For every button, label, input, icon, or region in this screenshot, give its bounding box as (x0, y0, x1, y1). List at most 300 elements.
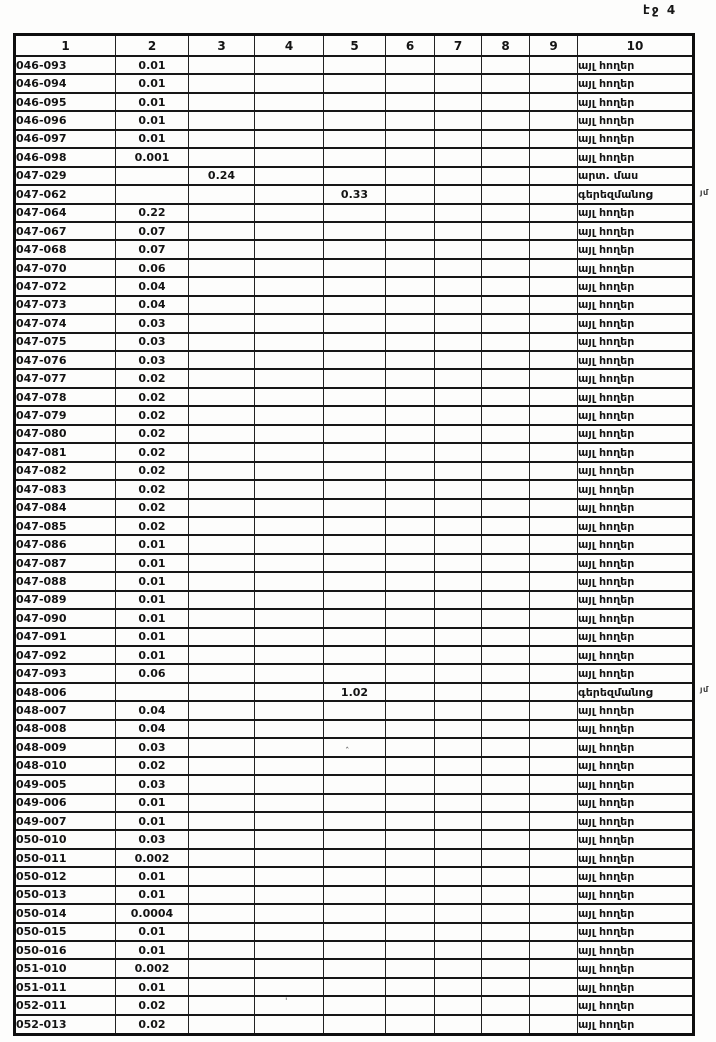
cell-empty (482, 591, 530, 609)
cell-empty (530, 886, 578, 904)
cell-empty (324, 720, 386, 738)
cell-empty (189, 941, 255, 959)
cell-empty (435, 388, 482, 406)
cell-empty (255, 812, 324, 830)
cell-empty (386, 204, 435, 222)
cell-empty (255, 1015, 324, 1035)
cell-land-type: արտ. մաս (578, 167, 694, 185)
cell-empty (189, 480, 255, 498)
cell-empty (530, 554, 578, 572)
table-row (15, 130, 694, 148)
cell-parcel-code: 047-073 (15, 296, 116, 314)
cell-empty (435, 628, 482, 646)
cell-parcel-code: 047-068 (15, 240, 116, 258)
cell-value: 0.01 (116, 554, 189, 572)
table-row (15, 720, 694, 738)
cell-parcel-code: 047-078 (15, 388, 116, 406)
cell-empty (324, 609, 386, 627)
cell-empty (255, 849, 324, 867)
cell-empty (255, 535, 324, 553)
cell-empty (189, 923, 255, 941)
cell-empty (189, 720, 255, 738)
cell-empty (255, 830, 324, 848)
cell-parcel-code: 051-010 (15, 959, 116, 977)
cell-empty (189, 240, 255, 258)
cell-empty (386, 849, 435, 867)
cell-empty (435, 830, 482, 848)
cell-value: 0.01 (116, 886, 189, 904)
cell-value: 1.02 (324, 683, 386, 701)
cell-land-type: այլ հողեր (578, 111, 694, 129)
cell-empty (386, 609, 435, 627)
cell-empty (255, 775, 324, 793)
cell-land-type: այլ հողեր (578, 443, 694, 461)
cell-empty (324, 628, 386, 646)
cell-empty (435, 886, 482, 904)
cell-empty (482, 628, 530, 646)
cell-parcel-code: 050-013 (15, 886, 116, 904)
cell-empty (482, 849, 530, 867)
cell-empty (435, 535, 482, 553)
cell-empty (324, 701, 386, 719)
table-row (15, 849, 694, 867)
table-row (15, 572, 694, 590)
cell-empty (530, 148, 578, 166)
cell-parcel-code: 047-076 (15, 351, 116, 369)
cell-empty (189, 277, 255, 295)
cell-value: 0.22 (116, 204, 189, 222)
cell-empty (386, 111, 435, 129)
cell-land-type: այլ հողեր (578, 240, 694, 258)
data-table (13, 33, 695, 1036)
cell-value: 0.07 (116, 240, 189, 258)
cell-empty (530, 959, 578, 977)
cell-parcel-code: 048-006 (15, 683, 116, 701)
cell-land-type: այլ հողեր (578, 701, 694, 719)
cell-empty (435, 646, 482, 664)
cell-empty (530, 664, 578, 682)
cell-value: 0.03 (116, 351, 189, 369)
cell-empty (530, 572, 578, 590)
cell-value: 0.01 (116, 572, 189, 590)
cell-empty (482, 720, 530, 738)
cell-empty (255, 517, 324, 535)
cell-empty (482, 296, 530, 314)
cell-empty (386, 296, 435, 314)
table-row (15, 701, 694, 719)
cell-parcel-code: 047-070 (15, 259, 116, 277)
scan-artifact: ˆ (345, 747, 350, 757)
table-row (15, 314, 694, 332)
cell-empty (189, 333, 255, 351)
cell-land-type: այլ հողեր (578, 204, 694, 222)
table-row (15, 333, 694, 351)
cell-parcel-code: 047-085 (15, 517, 116, 535)
cell-empty (435, 204, 482, 222)
cell-empty (189, 499, 255, 517)
cell-empty (324, 738, 386, 756)
cell-empty (324, 904, 386, 922)
header-cell: 7 (435, 35, 482, 57)
cell-empty (255, 277, 324, 295)
cell-empty (435, 93, 482, 111)
cell-empty (255, 296, 324, 314)
cell-empty (386, 167, 435, 185)
cell-empty (482, 535, 530, 553)
cell-empty (530, 794, 578, 812)
cell-empty (482, 683, 530, 701)
cell-empty (324, 314, 386, 332)
cell-empty (324, 406, 386, 424)
cell-empty (386, 628, 435, 646)
cell-parcel-code: 048-010 (15, 757, 116, 775)
cell-parcel-code: 047-089 (15, 591, 116, 609)
cell-empty (386, 904, 435, 922)
cell-empty (255, 591, 324, 609)
table-row (15, 683, 694, 701)
cell-land-type: այլ հողեր (578, 775, 694, 793)
cell-empty (482, 148, 530, 166)
table-row (15, 222, 694, 240)
cell-land-type: այլ հողեր (578, 333, 694, 351)
cell-empty (189, 738, 255, 756)
cell-empty (435, 296, 482, 314)
cell-empty (324, 369, 386, 387)
cell-empty (386, 738, 435, 756)
cell-empty (530, 204, 578, 222)
cell-empty (189, 369, 255, 387)
cell-empty (435, 425, 482, 443)
cell-empty (324, 259, 386, 277)
cell-empty (189, 701, 255, 719)
cell-value: 0.02 (116, 443, 189, 461)
cell-land-type: այլ հողեր (578, 93, 694, 111)
header-cell: 1 (15, 35, 116, 57)
cell-empty (386, 794, 435, 812)
cell-empty (530, 314, 578, 332)
cell-empty (324, 296, 386, 314)
cell-empty (530, 222, 578, 240)
cell-value: 0.02 (116, 517, 189, 535)
cell-empty (255, 204, 324, 222)
cell-parcel-code: 047-091 (15, 628, 116, 646)
cell-empty (482, 923, 530, 941)
cell-empty (435, 738, 482, 756)
cell-empty (255, 923, 324, 941)
cell-empty (255, 185, 324, 203)
cell-parcel-code: 047-074 (15, 314, 116, 332)
cell-parcel-code: 047-092 (15, 646, 116, 664)
cell-empty (482, 351, 530, 369)
cell-land-type: այլ հողեր (578, 425, 694, 443)
cell-empty (482, 904, 530, 922)
cell-empty (189, 535, 255, 553)
cell-empty (386, 646, 435, 664)
cell-empty (189, 996, 255, 1014)
cell-empty (324, 277, 386, 295)
cell-empty (255, 167, 324, 185)
cell-empty (324, 996, 386, 1014)
cell-empty (255, 499, 324, 517)
cell-empty (482, 111, 530, 129)
cell-empty (324, 535, 386, 553)
cell-empty (435, 351, 482, 369)
table-row (15, 959, 694, 977)
cell-value: 0.01 (116, 56, 189, 74)
cell-parcel-code: 046-093 (15, 56, 116, 74)
table-row (15, 904, 694, 922)
cell-land-type: այլ հողեր (578, 554, 694, 572)
table-row (15, 978, 694, 996)
cell-empty (482, 554, 530, 572)
cell-empty (482, 646, 530, 664)
cell-value: 0.03 (116, 738, 189, 756)
cell-value: 0.24 (189, 167, 255, 185)
cell-empty (386, 130, 435, 148)
cell-empty (255, 425, 324, 443)
cell-empty (482, 886, 530, 904)
table-row (15, 204, 694, 222)
cell-land-type: այլ հողեր (578, 388, 694, 406)
cell-empty (435, 996, 482, 1014)
table-row (15, 738, 694, 756)
cell-empty (482, 443, 530, 461)
cell-empty (386, 93, 435, 111)
cell-empty (435, 406, 482, 424)
cell-parcel-code: 049-006 (15, 794, 116, 812)
cell-land-type: այլ հողեր (578, 849, 694, 867)
cell-land-type: այլ հողեր (578, 499, 694, 517)
cell-empty (435, 904, 482, 922)
cell-empty (189, 812, 255, 830)
cell-empty (530, 259, 578, 277)
cell-empty (189, 425, 255, 443)
cell-empty (482, 959, 530, 977)
cell-value: 0.02 (116, 462, 189, 480)
cell-parcel-code: 050-014 (15, 904, 116, 922)
cell-empty (530, 388, 578, 406)
table-row (15, 462, 694, 480)
cell-land-type: այլ հողեր (578, 757, 694, 775)
cell-empty (482, 664, 530, 682)
cell-empty (530, 812, 578, 830)
cell-empty (386, 923, 435, 941)
page-number-label: էջ 4 (643, 3, 678, 17)
cell-empty (324, 572, 386, 590)
cell-empty (324, 240, 386, 258)
table-row (15, 167, 694, 185)
cell-empty (530, 646, 578, 664)
table-row (15, 996, 694, 1014)
cell-empty (189, 646, 255, 664)
cell-empty (386, 683, 435, 701)
cell-empty (255, 941, 324, 959)
cell-empty (435, 517, 482, 535)
cell-value: 0.01 (116, 130, 189, 148)
cell-parcel-code: 048-008 (15, 720, 116, 738)
cell-empty (530, 425, 578, 443)
cell-empty (255, 222, 324, 240)
cell-empty (435, 277, 482, 295)
cell-parcel-code: 046-096 (15, 111, 116, 129)
cell-empty (386, 517, 435, 535)
cell-empty (435, 664, 482, 682)
cell-value: 0.01 (116, 591, 189, 609)
cell-empty (324, 204, 386, 222)
cell-empty (386, 333, 435, 351)
cell-empty (386, 664, 435, 682)
cell-empty (189, 222, 255, 240)
cell-value: 0.01 (116, 923, 189, 941)
cell-parcel-code: 047-088 (15, 572, 116, 590)
cell-value: 0.01 (116, 978, 189, 996)
cell-land-type: այլ հողեր (578, 591, 694, 609)
cell-land-type: այլ հողեր (578, 148, 694, 166)
cell-empty (386, 886, 435, 904)
cell-empty (435, 443, 482, 461)
cell-empty (435, 609, 482, 627)
cell-parcel-code: 047-067 (15, 222, 116, 240)
cell-empty (324, 867, 386, 885)
cell-empty (324, 148, 386, 166)
cell-empty (386, 56, 435, 74)
cell-empty (255, 646, 324, 664)
cell-empty (482, 462, 530, 480)
cell-parcel-code: 047-084 (15, 499, 116, 517)
cell-land-type: այլ հողեր (578, 628, 694, 646)
cell-value: 0.01 (116, 794, 189, 812)
cell-empty (116, 167, 189, 185)
cell-empty (324, 333, 386, 351)
cell-empty (530, 941, 578, 959)
table-row (15, 812, 694, 830)
cell-empty (189, 794, 255, 812)
cell-empty (324, 222, 386, 240)
cell-empty (482, 794, 530, 812)
cell-empty (324, 167, 386, 185)
cell-land-type: այլ հողեր (578, 996, 694, 1014)
cell-land-type: այլ հողեր (578, 480, 694, 498)
cell-empty (324, 517, 386, 535)
cell-empty (386, 978, 435, 996)
cell-land-type: այլ հողեր (578, 959, 694, 977)
cell-empty (255, 664, 324, 682)
cell-empty (324, 794, 386, 812)
cell-empty (255, 904, 324, 922)
cell-parcel-code: 047-082 (15, 462, 116, 480)
cell-empty (386, 185, 435, 203)
cell-empty (435, 775, 482, 793)
table-row (15, 628, 694, 646)
table-row (15, 296, 694, 314)
cell-parcel-code: 047-029 (15, 167, 116, 185)
table-row (15, 664, 694, 682)
cell-land-type: այլ հողեր (578, 646, 694, 664)
cell-land-type: գերեզմանոց (578, 683, 694, 701)
header-cell: 8 (482, 35, 530, 57)
cell-empty (255, 56, 324, 74)
cell-empty (324, 812, 386, 830)
cell-value: 0.04 (116, 277, 189, 295)
cell-value: 0.01 (116, 609, 189, 627)
cell-value: 0.33 (324, 185, 386, 203)
cell-empty (116, 185, 189, 203)
cell-empty (255, 462, 324, 480)
cell-empty (482, 996, 530, 1014)
cell-empty (386, 572, 435, 590)
cell-empty (482, 56, 530, 74)
table-row (15, 259, 694, 277)
cell-empty (482, 572, 530, 590)
cell-empty (530, 757, 578, 775)
cell-value: 0.07 (116, 222, 189, 240)
cell-empty (435, 720, 482, 738)
cell-parcel-code: 050-016 (15, 941, 116, 959)
cell-land-type: այլ հողեր (578, 351, 694, 369)
cell-parcel-code: 050-012 (15, 867, 116, 885)
cell-empty (324, 130, 386, 148)
cell-land-type: այլ հողեր (578, 517, 694, 535)
cell-empty (435, 701, 482, 719)
cell-empty (189, 664, 255, 682)
cell-value: 0.03 (116, 333, 189, 351)
cell-parcel-code: 052-011 (15, 996, 116, 1014)
cell-empty (530, 111, 578, 129)
cell-land-type: այլ հողեր (578, 277, 694, 295)
table-row (15, 480, 694, 498)
cell-empty (435, 978, 482, 996)
cell-land-type: այլ հողեր (578, 535, 694, 553)
cell-empty (482, 74, 530, 92)
table-row (15, 867, 694, 885)
cell-empty (189, 683, 255, 701)
cell-empty (386, 369, 435, 387)
cell-empty (435, 554, 482, 572)
cell-parcel-code: 047-090 (15, 609, 116, 627)
cell-empty (435, 167, 482, 185)
cell-land-type: այլ հողեր (578, 369, 694, 387)
cell-empty (530, 56, 578, 74)
table-row (15, 554, 694, 572)
cell-empty (482, 738, 530, 756)
table-row (15, 406, 694, 424)
cell-empty (189, 572, 255, 590)
cell-empty (189, 204, 255, 222)
cell-empty (324, 886, 386, 904)
cell-land-type: այլ հողեր (578, 941, 694, 959)
table-row (15, 93, 694, 111)
cell-empty (324, 830, 386, 848)
table-row (15, 369, 694, 387)
cell-empty (255, 701, 324, 719)
scan-artifact: ' (285, 997, 288, 1007)
cell-empty (482, 130, 530, 148)
table-row (15, 609, 694, 627)
cell-empty (189, 462, 255, 480)
cell-empty (189, 296, 255, 314)
cell-empty (530, 996, 578, 1014)
cell-empty (386, 443, 435, 461)
cell-empty (255, 148, 324, 166)
cell-empty (482, 167, 530, 185)
cell-empty (255, 554, 324, 572)
cell-empty (189, 609, 255, 627)
table-row (15, 535, 694, 553)
cell-empty (324, 775, 386, 793)
cell-empty (189, 56, 255, 74)
cell-empty (189, 867, 255, 885)
cell-empty (386, 535, 435, 553)
